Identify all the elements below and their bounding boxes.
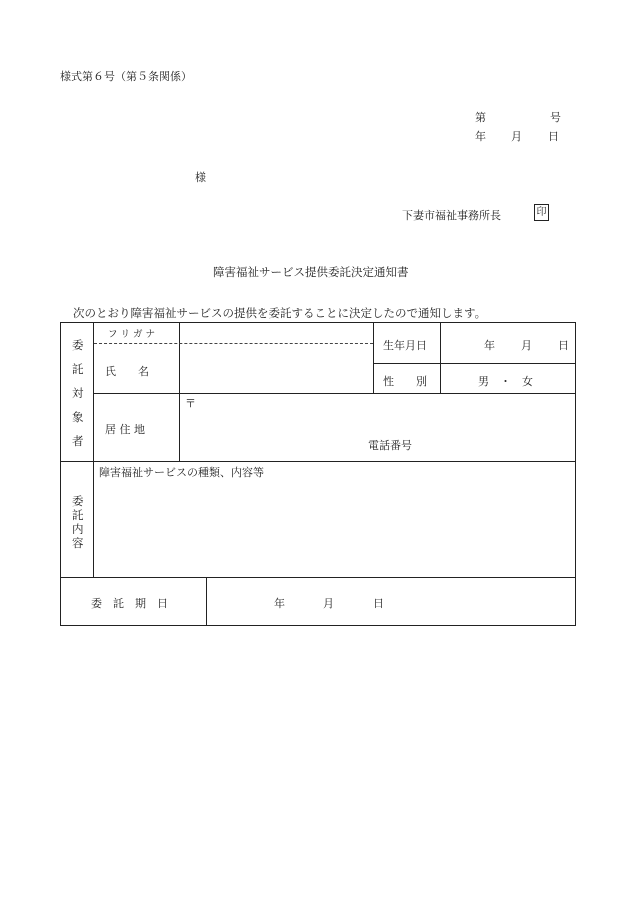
content-label-char: 委 xyxy=(72,494,84,508)
intro-text: 次のとおり障害福祉サービスの提供を委託することに決定したので通知します。 xyxy=(73,306,487,320)
name-label: 氏 名 xyxy=(105,365,149,378)
birthdate-day: 日 xyxy=(558,339,569,352)
birthdate-month: 月 xyxy=(521,339,532,352)
table-line xyxy=(206,577,207,625)
address-label: 居 住 地 xyxy=(105,423,145,436)
furigana-divider xyxy=(94,343,373,344)
target-label-char: 託 xyxy=(72,362,84,376)
sex-label: 性 別 xyxy=(383,375,427,388)
addressee-honorific: 様 xyxy=(195,171,206,184)
period-year: 年 xyxy=(274,597,285,610)
content-label-char: 内 xyxy=(72,522,84,536)
table-line xyxy=(93,393,575,394)
seal-mark: 印 xyxy=(534,204,549,221)
name-field[interactable] xyxy=(181,345,371,391)
content-label-char: 容 xyxy=(72,536,84,550)
issue-date-day: 日 xyxy=(548,130,559,143)
notice-table xyxy=(60,322,576,626)
issue-date-month: 月 xyxy=(511,130,522,143)
table-line xyxy=(61,461,575,462)
content-field[interactable] xyxy=(99,483,569,571)
sex-options: 男 ・ 女 xyxy=(478,375,533,388)
period-day: 日 xyxy=(373,597,384,610)
document-number-suffix: 号 xyxy=(550,111,561,124)
table-line xyxy=(440,323,441,393)
form-number: 様式第６号（第５条関係） xyxy=(60,70,192,83)
birthdate-year: 年 xyxy=(484,339,495,352)
period-label: 委 託 期 日 xyxy=(91,597,168,610)
phone-label: 電話番号 xyxy=(368,439,412,452)
period-month: 月 xyxy=(323,597,334,610)
document-number-prefix: 第 xyxy=(475,111,486,124)
postal-mark: 〒 xyxy=(185,397,196,410)
address-field[interactable] xyxy=(201,397,561,411)
birthdate-label: 生年月日 xyxy=(383,339,427,352)
table-line xyxy=(93,323,94,577)
issue-date-year: 年 xyxy=(475,130,486,143)
table-line xyxy=(373,363,575,364)
table-line xyxy=(61,577,575,578)
content-label-char: 託 xyxy=(72,508,84,522)
target-label-char: 対 xyxy=(72,386,84,400)
content-heading: 障害福祉サービスの種類、内容等 xyxy=(99,466,264,479)
issuer-name: 下妻市福祉事務所長 xyxy=(402,209,501,222)
furigana-label: フ リ ガ ナ xyxy=(108,329,156,340)
target-label-char: 象 xyxy=(72,410,84,424)
target-label-char: 者 xyxy=(72,434,84,448)
document-title: 障害福祉サービス提供委託決定通知書 xyxy=(213,265,409,279)
table-line xyxy=(373,323,374,393)
target-label-char: 委 xyxy=(72,338,84,352)
